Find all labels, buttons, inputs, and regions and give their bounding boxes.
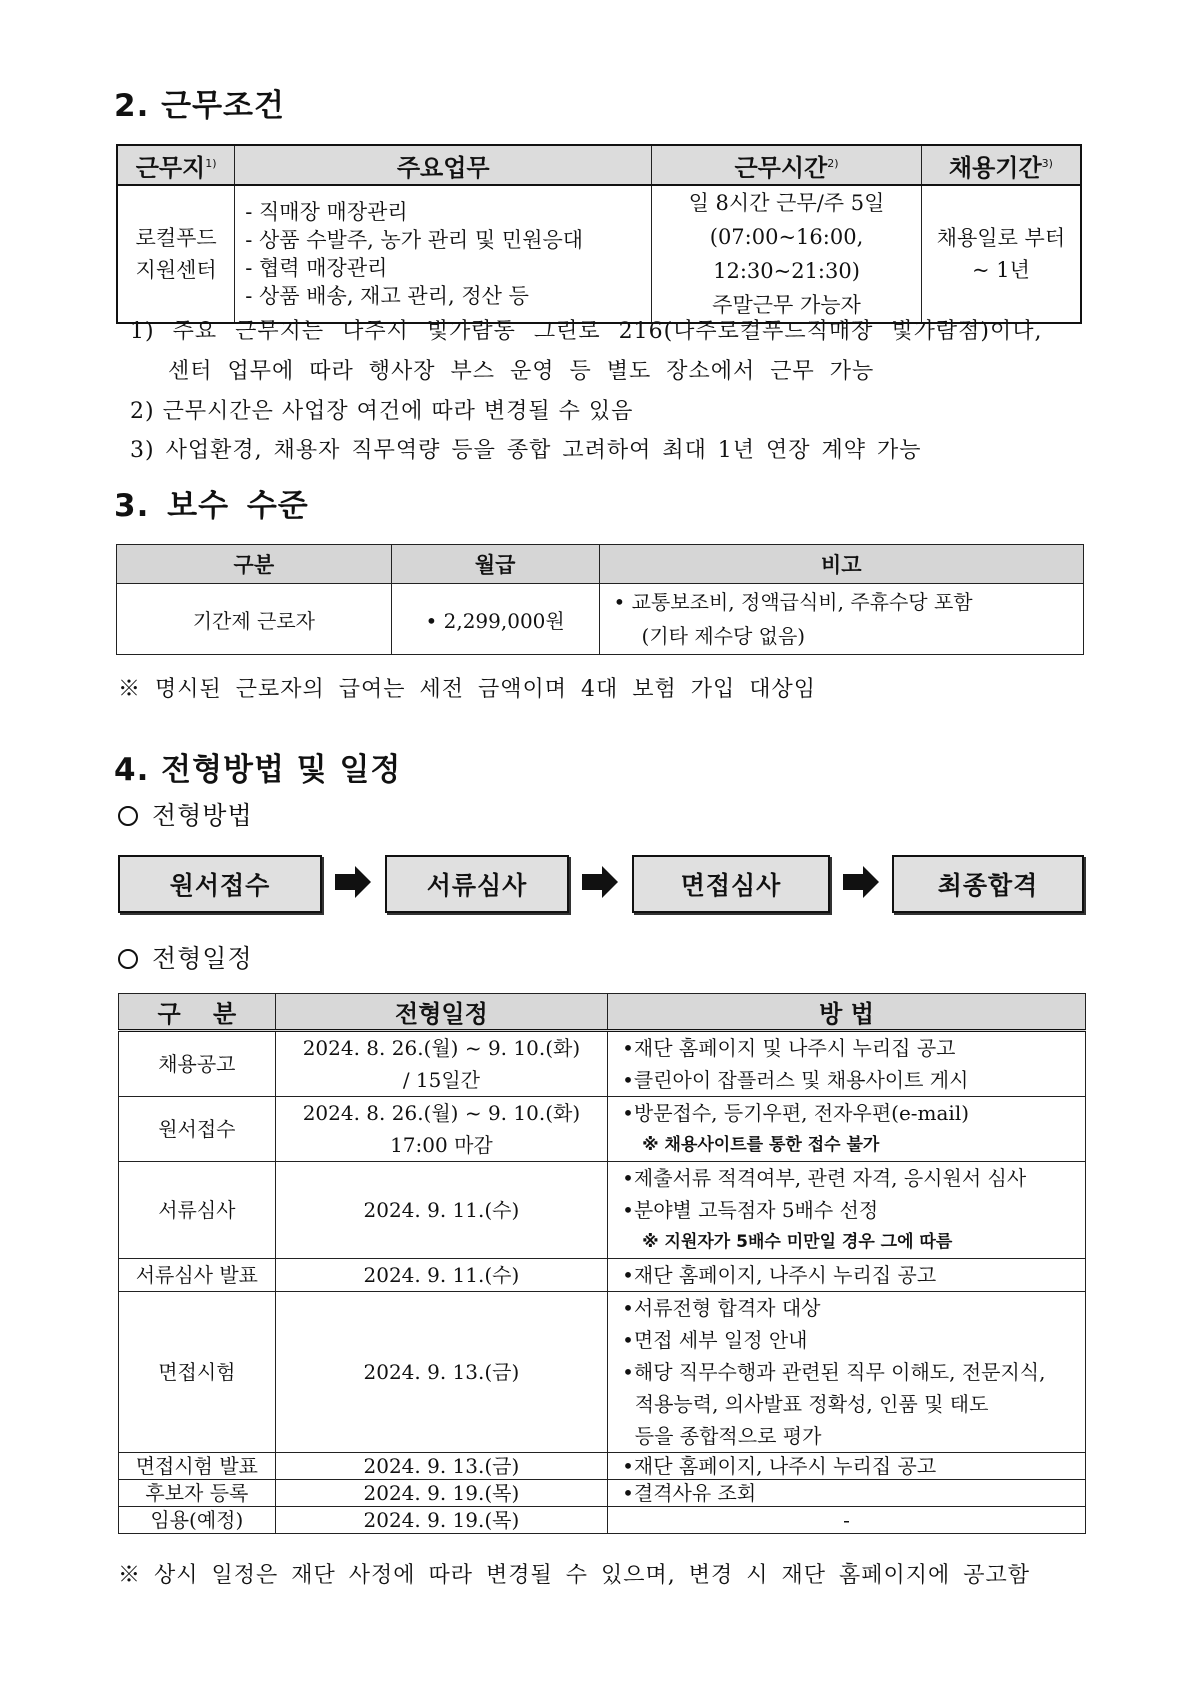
method-cell: •결격사유 조회 [608,1480,1086,1507]
date-cell: 2024. 9. 19.(목) [275,1480,607,1507]
table-header-row [117,545,1084,584]
category-cell: 면접시험 [119,1292,276,1453]
salary-table [116,544,1084,655]
method-cell: - [608,1507,1086,1534]
table-row [117,584,1084,655]
flow-step-document: 서류심사 [385,855,569,913]
place-cell: 로컬푸드 지원센터 [117,185,235,323]
arrow-right-icon [843,866,879,898]
remark-cell: • 교통보조비, 정액급식비, 주휴수당 포함 (기타 제수당 없음) [599,584,1083,655]
table-row [119,1453,1086,1480]
date-cell: 2024. 9. 13.(금) [275,1453,607,1480]
footnote-3: 3) 사업환경, 채용자 직무역량 등을 종합 고려하여 최대 1년 연장 계약 가능 [130,438,922,463]
category-cell: 면접시험 발표 [119,1453,276,1480]
date-cell: 2024. 9. 19.(목) [275,1507,607,1534]
arrow-right-icon [335,866,371,898]
table-row [119,1480,1086,1507]
header-category: 구분 [117,545,392,584]
schedule-note: ※ 상시 일정은 재단 사정에 따라 변경될 수 있으며, 변경 시 재단 홈페이지에 공고함 [118,1563,1030,1588]
category-cell: 기간제 근로자 [117,584,392,655]
table-row [119,1162,1086,1259]
header-salary: 월급 [391,545,599,584]
header-hours: 근무시간$^{2)}$ [652,145,922,185]
table-row [119,1097,1086,1162]
table-row [117,185,1081,323]
footnote-2: 2) 근무시간은 사업장 여건에 따라 변경될 수 있음 [130,399,634,424]
hours-cell: 일 8시간 근무/주 5일 (07:00~16:00, 12:30~21:30) 주말근무 가능자 [652,185,922,323]
header-period: 채용기간$^{3)}$ [921,145,1081,185]
category-cell: 후보자 등록 [119,1480,276,1507]
table-header-row [119,994,1086,1031]
salary-cell: • 2,299,000원 [391,584,599,655]
date-cell: 2024. 9. 11.(수) [275,1259,607,1292]
header-place: 근무지$^{1)}$ [117,145,235,185]
table-header-row [117,145,1081,185]
period-cell: 채용일로 부터 ~ 1년 [921,185,1081,323]
flow-step-apply: 원서접수 [118,855,322,913]
category-cell: 원서접수 [119,1097,276,1162]
footnote-1: 1) 주요 근무지는 나주시 빛가람동 그린로 216(나주로컬푸드직매장 빛가람점)이나, [130,319,1043,344]
header-method: 방 법 [608,994,1086,1031]
date-cell: 2024. 9. 13.(금) [275,1292,607,1453]
date-cell: 2024. 8. 26.(월) ~ 9. 10.(화) 17:00 마감 [275,1097,607,1162]
header-date: 전형일정 [275,994,607,1031]
method-cell: •재단 홈페이지 및 나주시 누리집 공고 •클린아이 잡플러스 및 채용사이트 게시 [608,1031,1086,1097]
method-cell: •재단 홈페이지, 나주시 누리집 공고 [608,1453,1086,1480]
flow-step-interview: 면접심사 [632,855,830,913]
arrow-right-icon [582,866,618,898]
section2-title: 2. 근무조건 [114,88,285,124]
header-remark: 비고 [599,545,1083,584]
method-heading: 전형방법 [118,796,253,832]
method-cell: •재단 홈페이지, 나주시 누리집 공고 [608,1259,1086,1292]
header-duty: 주요업무 [235,145,652,185]
method-cell: •제출서류 적격여부, 관련 자격, 응시원서 심사 •분야별 고득점자 5배수 선정 ※ 지원자가 5배수 미만일 경우 그에 따름 [608,1162,1086,1259]
table-row [119,1507,1086,1534]
section3-title: 3. 보수 수준 [114,488,309,524]
table-row [119,1292,1086,1453]
header-category: 구 분 [119,994,276,1031]
circle-bullet-icon [118,949,138,969]
work-conditions-table [116,144,1082,324]
method-cell: •서류전형 합격자 대상 •면접 세부 일정 안내 •해당 직무수행과 관련된 직무 이해도, 전문지식, 적용능력, 의사발표 정확성, 인품 및 태도 등을 종합적으로 평가 [608,1292,1086,1453]
salary-note: ※ 명시된 근로자의 급여는 세전 금액이며 4대 보험 가입 대상임 [118,677,816,702]
footnote-1-cont: 센터 업무에 따라 행사장 부스 운영 등 별도 장소에서 근무 가능 [168,359,875,384]
circle-bullet-icon [118,806,138,826]
category-cell: 임용(예정) [119,1507,276,1534]
duties-cell: - 직매장 매장관리 - 상품 수발주, 농가 관리 및 민원응대 - 협력 매장관리 - 상품 배송, 재고 관리, 정산 등 [235,185,652,323]
section4-title: 4. 전형방법 및 일정 [114,752,402,788]
date-cell: 2024. 9. 11.(수) [275,1162,607,1259]
date-cell: 2024. 8. 26.(월) ~ 9. 10.(화) / 15일간 [275,1031,607,1097]
category-cell: 채용공고 [119,1031,276,1097]
category-cell: 서류심사 [119,1162,276,1259]
schedule-table [118,993,1086,1534]
flow-step-final: 최종합격 [892,855,1084,913]
method-cell: •방문접수, 등기우편, 전자우편(e-mail) ※ 채용사이트를 통한 접수 불가 [608,1097,1086,1162]
category-cell: 서류심사 발표 [119,1259,276,1292]
table-row [119,1259,1086,1292]
table-row [119,1031,1086,1097]
schedule-heading: 전형일정 [118,939,253,975]
